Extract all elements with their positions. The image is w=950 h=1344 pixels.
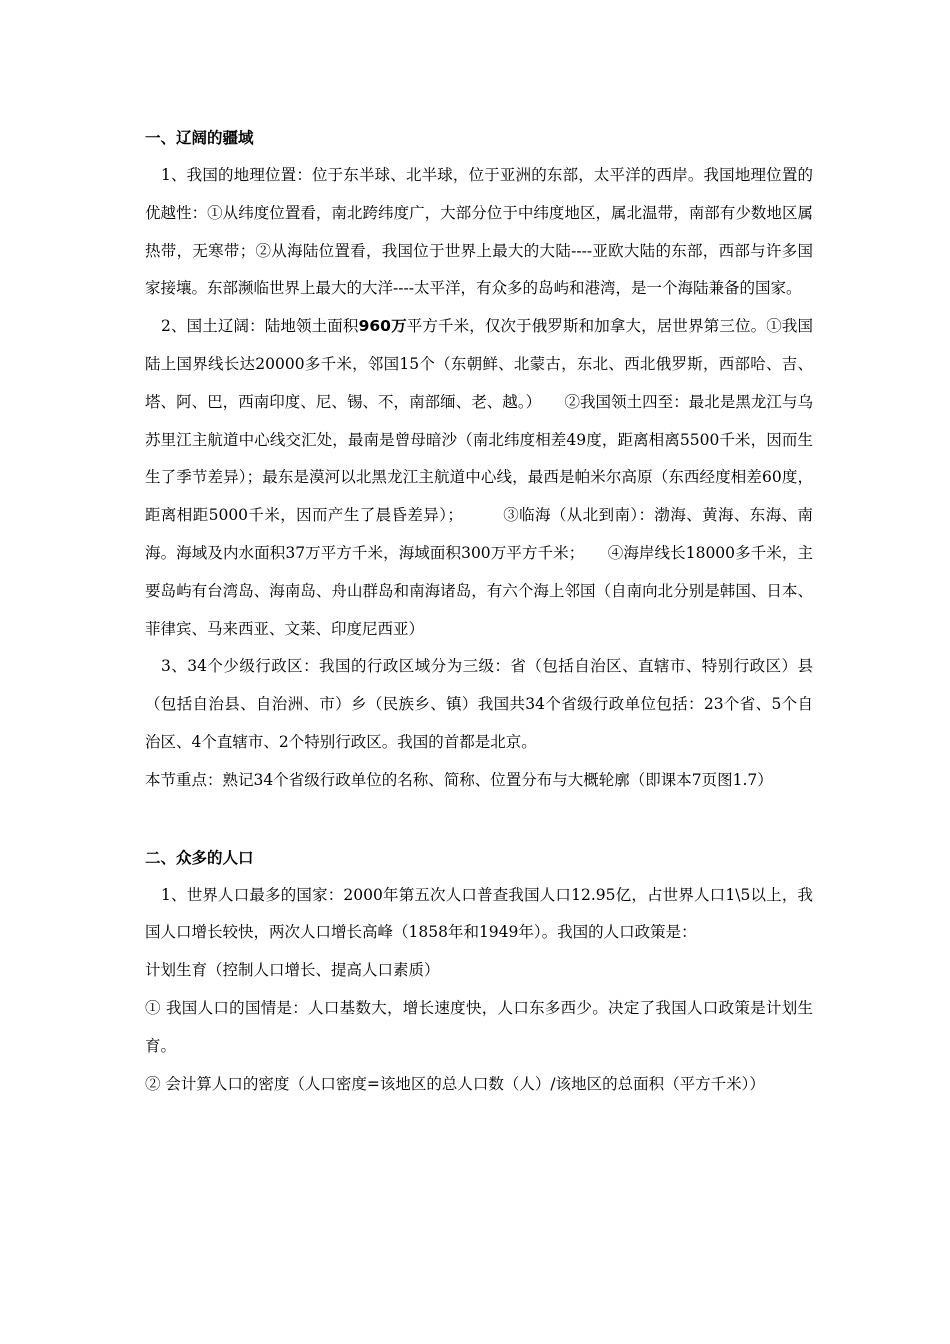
key-point-note: 本节重点：熟记34个省级行政单位的名称、简称、位置分布与大概轮廓（即课本7页图1.7）	[145, 770, 773, 789]
paragraph-provincial-divisions: 3、34个少级行政区：我国的行政区域分为三级：省（包括自治区、直辖市、特别行政区）县（包括自治县、自治洲、市）乡（民族乡、镇）我国共34个省级行政单位包括：23个省、5个自治区、4个直辖市、2个特别行政区。我国的首都是北京。	[145, 657, 813, 751]
land-area-value: 960万	[358, 317, 407, 336]
list-item-population-density: ② 会计算人口的密度（人口密度=该地区的总人口数（人）/该地区的总面积（平方千米））	[145, 1074, 765, 1093]
section-heading-population: 二、众多的人口	[145, 848, 254, 867]
document-body	[145, 125, 813, 1103]
section-heading-territory: 一、辽阔的疆域	[145, 129, 254, 147]
paragraph-vast-territory	[145, 308, 813, 648]
territory-intro-text: 2、国土辽阔：陆地领土面积	[161, 317, 359, 336]
list-item-population-situation: ① 我国人口的国情是：人口基数大，增长速度快，人口东多西少。决定了我国人口政策是计划生育。	[145, 998, 813, 1055]
territory-detail-text: 平方千米，仅次于俄罗斯和加拿大，居世界第三位。①我国陆上国界线长达20000多千米，邻国15个（东朝鲜、北蒙古，东北、西北俄罗斯，西部哈、吉、塔、阿、巴，西南印度、尼、锡、不，南部缅、老、越。） ②我国领土四至：最北是黑龙江与乌苏里江主航道中心线交汇处，最南是曾母暗沙（南北纬度相差49度，距离相离5500千米，因而生生了季节差异）；最东是漠河以北黑龙江主航道中心线，最西是帕米尔高原（东西经度相差60度，距离相距5000千米，因而产生了晨昏差异）； ③临海（从北到南）：渤海、黄海、东海、南海。海域及内水面积37万平方千米，海域面积300万平方千米； ④海岸线长18000多千米，主要岛屿有台湾岛、海南岛、舟山群岛和南海诸岛，有六个海上邻国（自南向北分别是韩国、日本、菲律宾、马来西亚、文莱、印度尼西亚）	[145, 317, 813, 638]
paragraph-most-populous: 1、世界人口最多的国家：2000年第五次人口普查我国人口12.95亿，占世界人口1\5以上，我国人口增长较快，两次人口增长高峰（1858年和1949年）。我国的人口政策是：	[145, 885, 813, 942]
paragraph-population-policy: 计划生育（控制人口增长、提高人口素质）	[145, 961, 440, 980]
paragraph-geographic-location: 1、我国的地理位置：位于东半球、北半球，位于亚洲的东部，太平洋的西岸。我国地理位置的优越性：①从纬度位置看，南北跨纬度广，大部分位于中纬度地区，属北温带，南部有少数地区属热带，无寒带；②从海陆位置看，我国位于世界上最大的大陆----亚欧大陆的东部，西部与许多国家接壤。东部濒临世界上最大的大洋----太平洋，有众多的岛屿和港湾，是一个海陆兼备的国家。	[145, 166, 813, 298]
